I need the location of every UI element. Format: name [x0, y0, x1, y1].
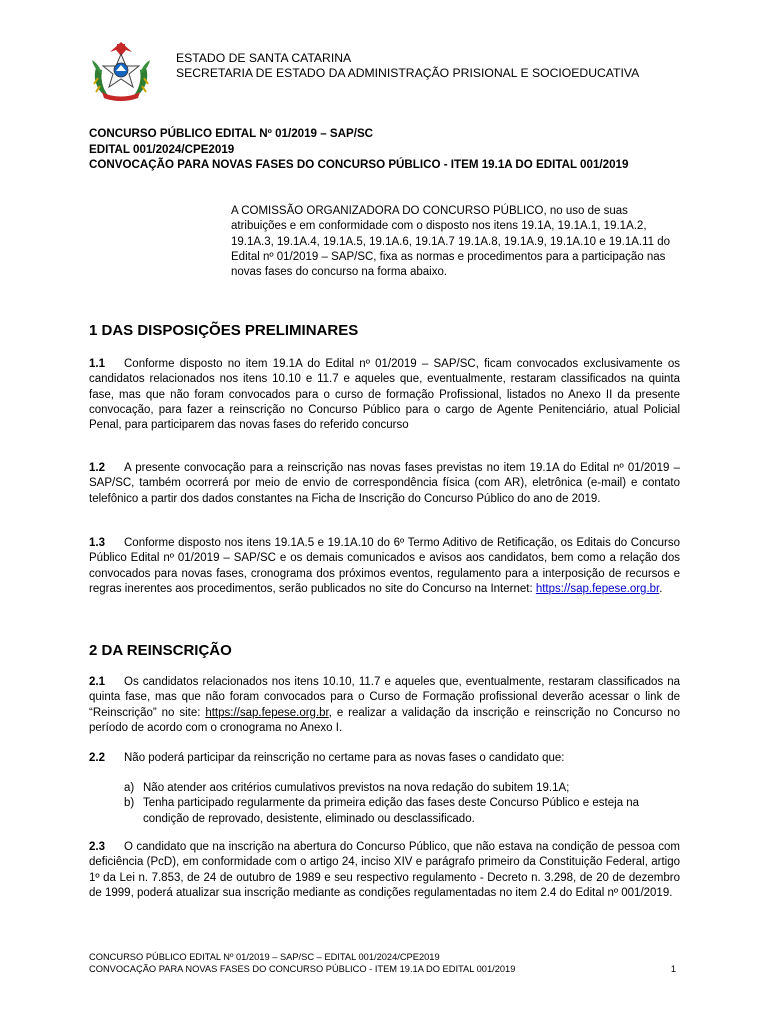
intro-paragraph: A COMISSÃO ORGANIZADORA DO CONCURSO PÚBLICO, no uso de suas atribuições e em conformidade com o disposto nos itens 19.1A, 19.1A.1, 19.1A.2, 19.1A.3, 19.1A.4, 19.1A.5, 19.1A.6, 19.1A.7 19.1A.8, 19.1A.9, 19.1A.10 e 19.1A.11 do Edital nº 01/2019 – SAP/SC, fixa as normas e procedimentos para a participação nas novas fases do concurso na forma abaixo.	[231, 205, 671, 279]
header-text	[176, 51, 639, 81]
paragraph-text: O candidato que na inscrição na abertura do Concurso Público, que não estava na condição de pessoa com deficiência (PcD), em conformidade com o artigo 24, inciso XIV e parágrafo primeiro da Constituição Federal, artigo 1º da Lei n. 7.853, de 24 de outubro de 1989 e seu respectivo regulamento - Decreto n. 3.298, de 20 de dezembro de 1999, poderá atualizar sua inscrição mediante as condições regulamentadas no item 2.4 do Edital nº 001/2019.	[89, 841, 680, 899]
paragraph-1-2	[89, 461, 680, 507]
header-state: ESTADO DE SANTA CATARINA	[176, 51, 352, 65]
list-marker: a)	[124, 782, 135, 794]
document-titles	[89, 126, 628, 173]
reinscription-site-link[interactable]: https://sap.fepese.org.br	[205, 706, 329, 719]
footer-line-2: CONVOCAÇÃO PARA NOVAS FASES DO CONCURSO PÚBLICO - ITEM 19.1A DO EDITAL 001/2019	[89, 963, 516, 974]
section-1-heading: 1 DAS DISPOSIÇÕES PRELIMINARES	[89, 322, 359, 339]
paragraph-1-1	[89, 357, 680, 433]
paragraph-number: 2.2	[89, 752, 105, 764]
paragraph-text: Os candidatos relacionados nos itens 10.10, 11.7 e aqueles que, eventualmente, restaram classificados na quinta fase, mas que não foram convocados para o Curso de Formação profissional deverão acessar o link de “Reinscrição” no site:	[89, 676, 680, 719]
page-number: 1	[670, 963, 676, 974]
title-convocation: CONVOCAÇÃO PARA NOVAS FASES DO CONCURSO PÚBLICO - ITEM 19.1A DO EDITAL 001/2019	[89, 158, 629, 171]
list-item-text: Tenha participado regularmente da primeira edição das fases deste Concurso Público e esteja na condição de reprovado, desistente, eliminado ou desclassificado.	[143, 797, 640, 825]
paragraph-number: 1.3	[89, 537, 105, 549]
santa-catarina-coat-of-arms-icon	[88, 38, 154, 104]
paragraph-2-2	[89, 751, 680, 766]
paragraph-number: 1.2	[89, 462, 105, 474]
list-item-text: Não atender aos critérios cumulativos previstos na nova redação do subitem 19.1A;	[143, 782, 570, 794]
requirements-list	[124, 781, 680, 827]
paragraph-end: .	[659, 582, 663, 595]
list-marker: b)	[124, 797, 135, 810]
footer-line-1: CONCURSO PÚBLICO EDITAL Nº 01/2019 – SAP/SC – EDITAL 001/2024/CPE2019	[89, 952, 440, 962]
paragraph-text: A presente convocação para a reinscrição nas novas fases previstas no item 19.1A do Edital nº 01/2019 – SAP/SC, também ocorrerá por meio de envio de correspondência física (com AR), eletrônica (e-mail) e contato telefônico a partir dos dados constantes na Ficha de Inscrição do Concurso Público do ano de 2019.	[89, 462, 680, 505]
paragraph-number: 2.3	[89, 841, 105, 853]
section-2-heading: 2 DA REINSCRIÇÃO	[89, 642, 232, 659]
header-secretariat: SECRETARIA DE ESTADO DA ADMINISTRAÇÃO PRISIONAL E SOCIOEDUCATIVA	[176, 66, 640, 80]
paragraph-2-1	[89, 675, 680, 736]
paragraph-1-3	[89, 536, 680, 597]
list-item	[124, 781, 680, 796]
contest-site-link[interactable]: https://sap.fepese.org.br	[535, 582, 660, 595]
paragraph-text: Conforme disposto no item 19.1A do Edital nº 01/2019 – SAP/SC, ficam convocados exclusivamente os candidatos relacionados nos itens 10.10 e 11.7 e aqueles que, eventualmente, restaram classificados na quinta fase, mas que não foram convocados para o curso de formação Profissional, listados no Anexo II da presente convocação, para fazer a reinscrição no Concurso Público para o cargo de Agente Penitenciário, atual Policial Penal, para participarem das novas fases do referido concurso	[89, 358, 680, 432]
list-item	[124, 796, 680, 827]
paragraph-number: 1.1	[89, 358, 105, 370]
page-footer	[89, 952, 680, 975]
paragraph-2-3	[89, 840, 680, 901]
title-contest: CONCURSO PÚBLICO EDITAL Nº 01/2019 – SAP/SC	[89, 127, 374, 140]
paragraph-number: 2.1	[89, 676, 105, 688]
paragraph-text: Não poderá participar da reinscrição no certame para as novas fases o candidato que:	[124, 752, 565, 764]
paragraph-text: Conforme disposto nos itens 19.1A.5 e 19.1A.10 do 6º Termo Aditivo de Retificação, os Editais do Concurso Público Edital nº 01/2019 – SAP/SC e os demais comunicados e avisos aos candidatos, bem como a relação dos convocados para novas fases, cronograma dos próximos eventos, regulamento para a interposição de recursos e regras inerentes aos procedimentos, serão publicados no site do Concurso na Internet:	[89, 537, 680, 595]
title-edital: EDITAL 001/2024/CPE2019	[89, 142, 235, 156]
paragraph-text-end: , e realizar a validação da inscrição e reinscrição no Concurso no período de acordo com o cronograma no Anexo I.	[89, 706, 680, 734]
